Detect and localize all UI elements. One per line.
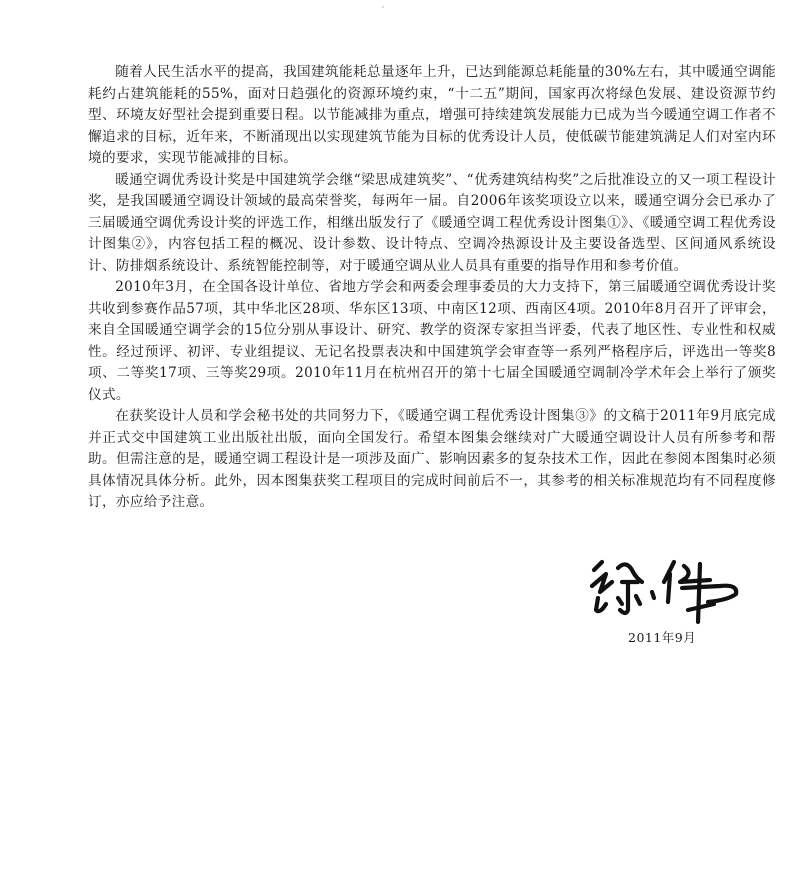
paragraph-4: 在获奖设计人员和学会秘书处的共同努力下，《暖通空调工程优秀设计图集③》的文稿于2011年9月底完成并正式交中国建筑工业出版社出版，面向全国发行。希望本图集会继续对广大暖通空调设计人员有所参考和帮助。但需注意的是，暖通空调工程设计是一项涉及面广、影响因素多的复杂技术工作，因此在参阅本图集时必须具体情况具体分析。此外，因本图集获奖工程项目的完成时间前后不一，其参考的相关标准规范均有不同程度修订，亦应给予注意。: [88, 408, 776, 510]
handwritten-signature: [588, 552, 748, 632]
date-line: 2011年9月: [628, 630, 697, 645]
preface-body: [88, 62, 776, 514]
scan-speck: [382, 6, 384, 8]
paragraph-3: 2010年3月，在全国各设计单位、省地方学会和两委会理事委员的大力支持下，第三届暖通空调优秀设计奖共收到参赛作品57项，其中华北区28项、华东区13项、中南区12项、西南区4项。2010年8月召开了评审会，来自全国暖通空调学会的15位分别从事设计、研究、教学的资深专家担当评委，代表了地区性、专业性和权威性。经过预评、初评、专业组提议、无记名投票表决和中国建筑学会审查等一系列严格程序后，评选出一等奖8项、二等奖17项、三等奖29项。2010年11月在杭州召开的第十七届全国暖通空调制冷学术年会上举行了颁奖仪式。: [88, 279, 776, 403]
paragraph-2: 暖通空调优秀设计奖是中国建筑学会继“梁思成建筑奖”、“优秀建筑结构奖”之后批准设立的又一项工程设计奖，是我国暖通空调设计领域的最高荣誉奖，每两年一届。自2006年该奖项设立以来，暖通空调分会已承办了三届暖通空调优秀设计奖的评选工作，相继出版发行了《暖通空调工程优秀设计图集①》、《暖通空调工程优秀设计图集②》，内容包括工程的概况、设计参数、设计特点、空调冷热源设计及主要设备选型、区间通风系统设计、防排烟系统设计、系统智能控制等，对于暖通空调从业人员具有重要的指导作用和参考价值。: [88, 171, 776, 274]
paragraph-1: 随着人民生活水平的提高，我国建筑能耗总量逐年上升，已达到能源总耗能量的30%左右，其中暖通空调能耗约占建筑能耗的55%，面对日趋强化的资源环境约束，“十二五”期间，国家再次将绿色发展、建设资源节约型、环境友好型社会提到重要日程。以节能减排为重点，增强可持续建筑发展能力已成为当今暖通空调工作者不懈追求的目标，近年来，不断涌现出以实现建筑节能为目标的优秀设计人员，使低碳节能建筑满足人们对室内环境的要求，实现节能减排的目标。: [88, 64, 776, 166]
